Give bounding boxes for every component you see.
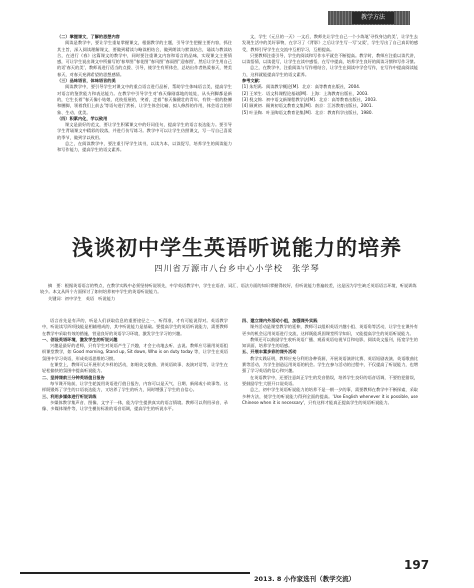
section-heading: （四）积累内化，学以致用 [57,115,108,121]
keywords-text: 关键词：初中学生 英语 听说能力 [48,295,116,301]
paragraph: 总之，在阅读教学中，要注重引导学生读书，以读为本，以读促写，培养学生的阅读能力和写作能力，提高学生的语文素养。 [57,141,232,153]
section-heading: （二）掌握课文，了解的思想内容 [57,34,120,39]
page-number: 197 [404,558,430,572]
paragraph: 教师还可以鼓励学生收听英语广播、观看英语电视节目和电影，阅读英文报刊，拓宽学生的知识面，培养学生的语感。 [242,336,418,349]
column-top-left [57,34,232,154]
abstract-block [40,283,418,302]
paragraph: 在英语教学中，还要注意纠正学生的发音错误，培养学生良好的语音语调，不要怕犯错误，要鼓励学生大胆开口说英语。 [242,374,418,386]
article-title: 浅谈初中学生英语听说能力的培养 [72,236,402,260]
abstract-text: 摘 要：根据英语语言的特点，在教学实践中必须坚持听说领先，中学英语教学中，学生在语音、词汇、语法方面的知识掌握得较好，但听说能力普遍较差，这是因为学生缺乏英语语言环境，听说训练较少。本文从四个方面探讨了如何培养初中学生的英语听说能力。 [40,283,417,295]
section-heading: 五、开展丰富多彩的课外活动 [242,349,297,355]
paragraph: 总之，在教学中，注重阅读与写作相结合，让学生在阅读中学会写作，在写作中提高阅读能力，这样就能提高学生的语文素养。 [242,65,418,77]
journal-footer: 2013. 8 小作家选刊（教学交流） [254,575,356,583]
section-heading: 四、建立课内外活动小组，加强课外实践 [242,318,318,323]
section-heading: 二、坚持课前三分钟英语值日报告 [42,374,105,380]
section-heading: （三）品味语言，体味语言的美 [57,78,116,84]
paragraph: 多媒体教学集声音、图像、文字于一体，能为学生提供真实的语言情境。教师可以利用录音、录像、多媒体课件等，让学生模仿标准的语音语调，提高学生的听说水平。 [42,399,228,412]
section-heading: 一、创设英语环境，激发学生的听说兴趣 [42,336,118,342]
section-label: 教学方法 [352,12,394,24]
section-heading: 参考文献： [242,78,263,84]
column-bottom-right [242,318,418,406]
paragraph: 每节课开始前，让学生轮流用英语进行值日报告，内容可以是天气、日期、新闻或小故事等。这样既锻炼了学生的口语表达能力，又培养了学生的听力，同时增强了学生的自信心。 [42,380,228,393]
reference-item: [5] 叶圣陶．叶圣陶语文教育论集[M]．北京：教育科学出版社，1980. [242,109,373,115]
paragraph: 课外活动是课堂教学的延伸，教师可以组织英语兴趣小组、英语角等活动，让学生在课外有更多的机会运用英语进行交流，这样既能巩固课堂所学知识，又能提高学生的英语听说能力。 [242,324,418,336]
reference-item: [1] 朱绍禹．阅读教学概论[M]．北京：高等教育出版社，2004. [242,84,361,90]
column-top-right [242,34,418,116]
reference-item: [3] 倪文锦．初中语文新课程教学法[M]．北京：高等教育出版社，2003. [242,96,378,102]
paragraph: 阅读是教学中，要让学生重复掌握课文，根据教学的主题，引导学生把握主要内容，抓住其主旨，深入阅读理解课文，要做到精读与略读相结合，做到朗读与默读结合，诵读与教读结合，在进行《春》这篇课文的教学中，同时要注重课文内容和语言的品味，实现课文主要情感，可让学生说出课文中所描写的'春草图''春花图''春风图''春雨图''迎春图'，然后让学生用自己的话'春天的美'，教师再进行适当的点拨、引导，使学生有所体会，总结出作者热爱春天，赞美春天，对春天充满希望的思想感情。 [57,40,232,77]
paragraph: 在课堂上，教师可以开展形式多样的活动，如唱英文歌曲、讲英语故事、表演对话等，让学生在轻松愉快的氛围中提高听说能力。 [42,362,228,374]
paragraph: 只要教师注重引导，学生的阅读和写作水平就会不断提高。教学时，教师应注重以读代讲，以读悟情，以读促写，让学生在读中感悟，在写中提高，培养学生良好的阅读习惯和写作习惯。 [242,52,418,65]
paragraph: 课文是最好的范文，要让学生积累课文中的好词佳句，提高学生的语言表达能力。要引导学生背诵课文中精彩的段落，并进行仿写练习。教学中可以让学生仿照课文，写一写自己喜爱的季节，做到学以致用。 [57,122,232,140]
column-bottom-left [42,318,228,412]
footer-rule [20,572,250,574]
paragraph: 文，学生《元旦的一天》一文后，教师先让学生自己一个小练笔'寻找身边的美'，让学生去发现生活中的美好事物，在学习了《背影》之后让学生写一写'父爱'，学生写出了自己真切的感受，教师引导学生在交流中互相学习，互相提高。 [242,34,418,52]
article-byline: 四川省万源市八台乡中心小学校 张学琴 [154,263,320,273]
paragraph: 阅读教学中，要引导学生对课文中的重点语言进行品析，帮助学生体味语言美，提高学生对语言的鉴赏能力和表达能力。在教学中引导学生对'春天像刚落地的娃娃，从头到脚都是新的，它生长着''春天像小姑娘，花枝招展的，笑着，走着''春天像健壮的青年，有铁一般的胳膊和腰脚，领着我们上前去'等语句进行赏析，让学生体会比喻、拟人修辞的作用，体会语言的形象、生动、优美。 [57,84,232,115]
section-heading: 三、利用多媒体进行听说训练 [42,393,97,399]
paragraph: 总之，初中学生英语听说能力的培养不是一朝一夕的事，需要教师在教学中不断探索，采取多种方法，使学生的听说能力得到全面的提高。'Use English whenever it is possible, use Chinese when it is necessary'，只有这样才能真正提高学生的英语听说能力。 [242,387,418,405]
reference-item: [4] 顾黄初．顾黄初语文教育文集[M]．南京：江苏教育出版社，2001. [242,103,373,109]
paragraph: 兴趣是最好的老师，只有学生对英语产生了兴趣，才会主动地去听、去说。教师应尽量用英语组织课堂教学，如 Good morning, Stand up, Sit down, Who is on duty today 等，让学生在英语氛围中学习英语，形成英语思维的习惯。 [42,343,228,361]
paragraph: 语言首先是有声的，听是人们获取信息的重要途径之一，听得准，才有可能说得对。英语教学中，听说读写四项技能是相辅相成的，其中听说能力是基础。要提高学生的英语听说能力，需要教师在教学中采取有效的措施，营造良好的英语学习环境，激发学生学习的兴趣。 [42,318,228,336]
reference-item: [2] 王荣生．语文科课程论基础[M]．上海：上海教育出版社，2003. [242,90,369,96]
paragraph: 教学实践证明，教师应充分利用各种资源，开展英语演讲比赛、英语短剧表演、英语歌曲比赛等活动，为学生创造运用英语的机会。学生在参与活动的过程中，不仅提高了听说能力，也增强了学习英语的信心和兴趣。 [242,355,418,374]
